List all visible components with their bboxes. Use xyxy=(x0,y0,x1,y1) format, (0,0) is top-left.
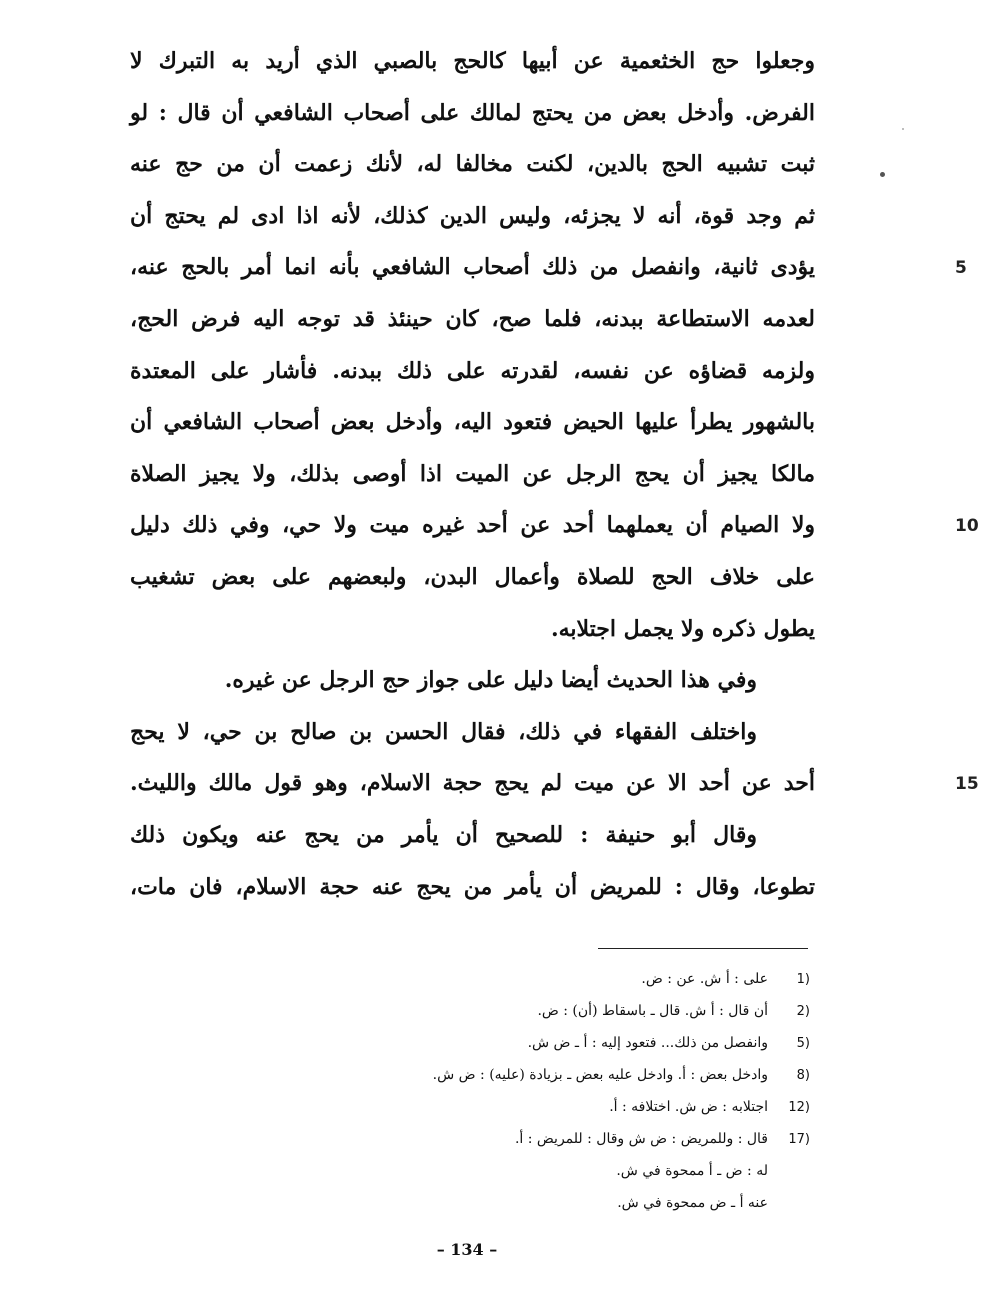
page-number: – 134 – xyxy=(436,1240,498,1259)
scan-speck xyxy=(902,128,904,130)
text-line-content: الفرض. وأدخل بعض من يحتج لمالك على أصحاب الشافعي أن قال : لو xyxy=(130,99,815,126)
text-line xyxy=(130,88,815,140)
text-line-content: أحد عن أحد الا عن ميت لم يحج حجة الاسلام، وهو قول مالك والليث. xyxy=(130,770,815,797)
text-line xyxy=(130,242,967,294)
footnote xyxy=(250,1091,810,1123)
text-line xyxy=(130,449,815,501)
text-line-content: وقال أبو حنيفة : للصحيح أن يأمر من يحج عنه ويكون ذلك xyxy=(130,821,757,848)
footnote-number: 12) xyxy=(788,1100,810,1115)
footnote-number: 5) xyxy=(796,1036,810,1051)
text-line-content: وفي هذا الحديث أيضا دليل على جواز حج الرجل عن غيره. xyxy=(224,667,757,694)
footnote-continuation xyxy=(250,1187,810,1219)
footnote-continuation xyxy=(250,1155,810,1187)
scan-speck xyxy=(880,172,885,177)
footnote-text: اجتلابه : ض ش. اختلافه : أ. xyxy=(609,1099,768,1115)
text-line-content: تطوعا، وقال : للمريض أن يأمر من يحج عنه حجة الاسلام، فان مات، xyxy=(130,873,815,900)
footnote-text: عنه أ ـ ض ممحوة في ش. xyxy=(617,1195,768,1211)
text-line xyxy=(130,862,815,914)
text-line xyxy=(130,552,815,604)
text-line xyxy=(130,346,815,398)
text-line xyxy=(130,758,979,810)
footnote xyxy=(250,1027,810,1059)
text-line xyxy=(130,604,815,656)
text-line xyxy=(130,139,815,191)
footnote-number: 17) xyxy=(788,1132,810,1147)
text-line-content: لعدمه الاستطاعة ببدنه، فلما صح، كان حينئذ قد توجه اليه فرض الحج، xyxy=(130,305,815,332)
text-line-content: ثبت تشبيه الحج بالدين، لكنت مخالفا له، لأنك زعمت أن من حج عنه xyxy=(130,151,815,178)
text-line-content: ثم وجد قوة، أنه لا يجزئه، وليس الدين كذلك، لأنه اذا ادى لم يحتج أن xyxy=(130,202,815,229)
footnote-text: على : أ ش. عن : ض. xyxy=(641,971,768,987)
footnote-text: قال : وللمريض : ض ش وقال : للمريض : أ. xyxy=(514,1131,768,1147)
footnote-number: 1) xyxy=(796,972,810,987)
footnote xyxy=(250,1123,810,1155)
main-text-block xyxy=(130,36,979,913)
footnote-separator xyxy=(598,948,808,949)
text-line xyxy=(130,707,815,759)
footnote-text: وادخل بعض : أ. وادخل عليه بعض ـ بزيادة (عليه) : ض ش. xyxy=(432,1067,768,1083)
text-line xyxy=(130,810,815,862)
text-line-content: مالكا يجيز أن يحج الرجل عن الميت اذا أوصى بذلك، ولا يجيز الصلاة xyxy=(130,460,815,487)
footnotes-block xyxy=(250,963,810,1219)
footnote-text: له : ض ـ أ ممحوة في ش. xyxy=(616,1163,768,1179)
line-number-10: 10 xyxy=(955,516,979,537)
text-line xyxy=(130,294,815,346)
text-line-content: بالشهور يطرأ عليها الحيض فتعود اليه، وأدخل بعض أصحاب الشافعي أن xyxy=(130,409,815,436)
footnote-number: 8) xyxy=(796,1068,810,1083)
text-line-content: يطول ذكره ولا يجمل اجتلابه. xyxy=(550,615,815,642)
text-line-content: يؤدى ثانية، وانفصل من ذلك أصحاب الشافعي بأنه انما أمر بالحج عنه، xyxy=(130,254,815,281)
text-line xyxy=(130,500,979,552)
text-line xyxy=(130,191,815,243)
text-line xyxy=(130,397,815,449)
text-line-content: واختلف الفقهاء في ذلك، فقال الحسن بن صالح بن حي، لا يحج xyxy=(130,718,757,745)
text-line-content: وجعلوا حج الخثعمية عن أبيها كالحج بالصبي الذي أريد به التبرك لا xyxy=(130,48,815,74)
footnote-text: أن قال : أ ش. قال ـ باسقاط (أن) : ض. xyxy=(537,1003,768,1019)
text-line xyxy=(130,36,815,88)
text-line-content: على خلاف الحج للصلاة وأعمال البدن، ولبعضهم على بعض تشغيب xyxy=(130,563,815,590)
text-line-content: ولزمه قضاؤه عن نفسه، لقدرته على ذلك ببدنه. فأشار على المعتدة xyxy=(130,357,815,384)
text-line xyxy=(130,655,815,707)
line-number-5: 5 xyxy=(955,258,967,279)
footnote xyxy=(250,963,810,995)
footnote-number: 2) xyxy=(796,1004,810,1019)
footnote xyxy=(250,1059,810,1091)
text-line-content: ولا الصيام أن يعملهما أحد عن أحد غيره ميت ولا حي، وفي ذلك دليل xyxy=(130,512,815,539)
footnote-text: وانفصل من ذلك... فتعود إليه : أ ـ ض ش. xyxy=(527,1035,768,1051)
line-number-15: 15 xyxy=(955,774,979,795)
footnote xyxy=(250,995,810,1027)
